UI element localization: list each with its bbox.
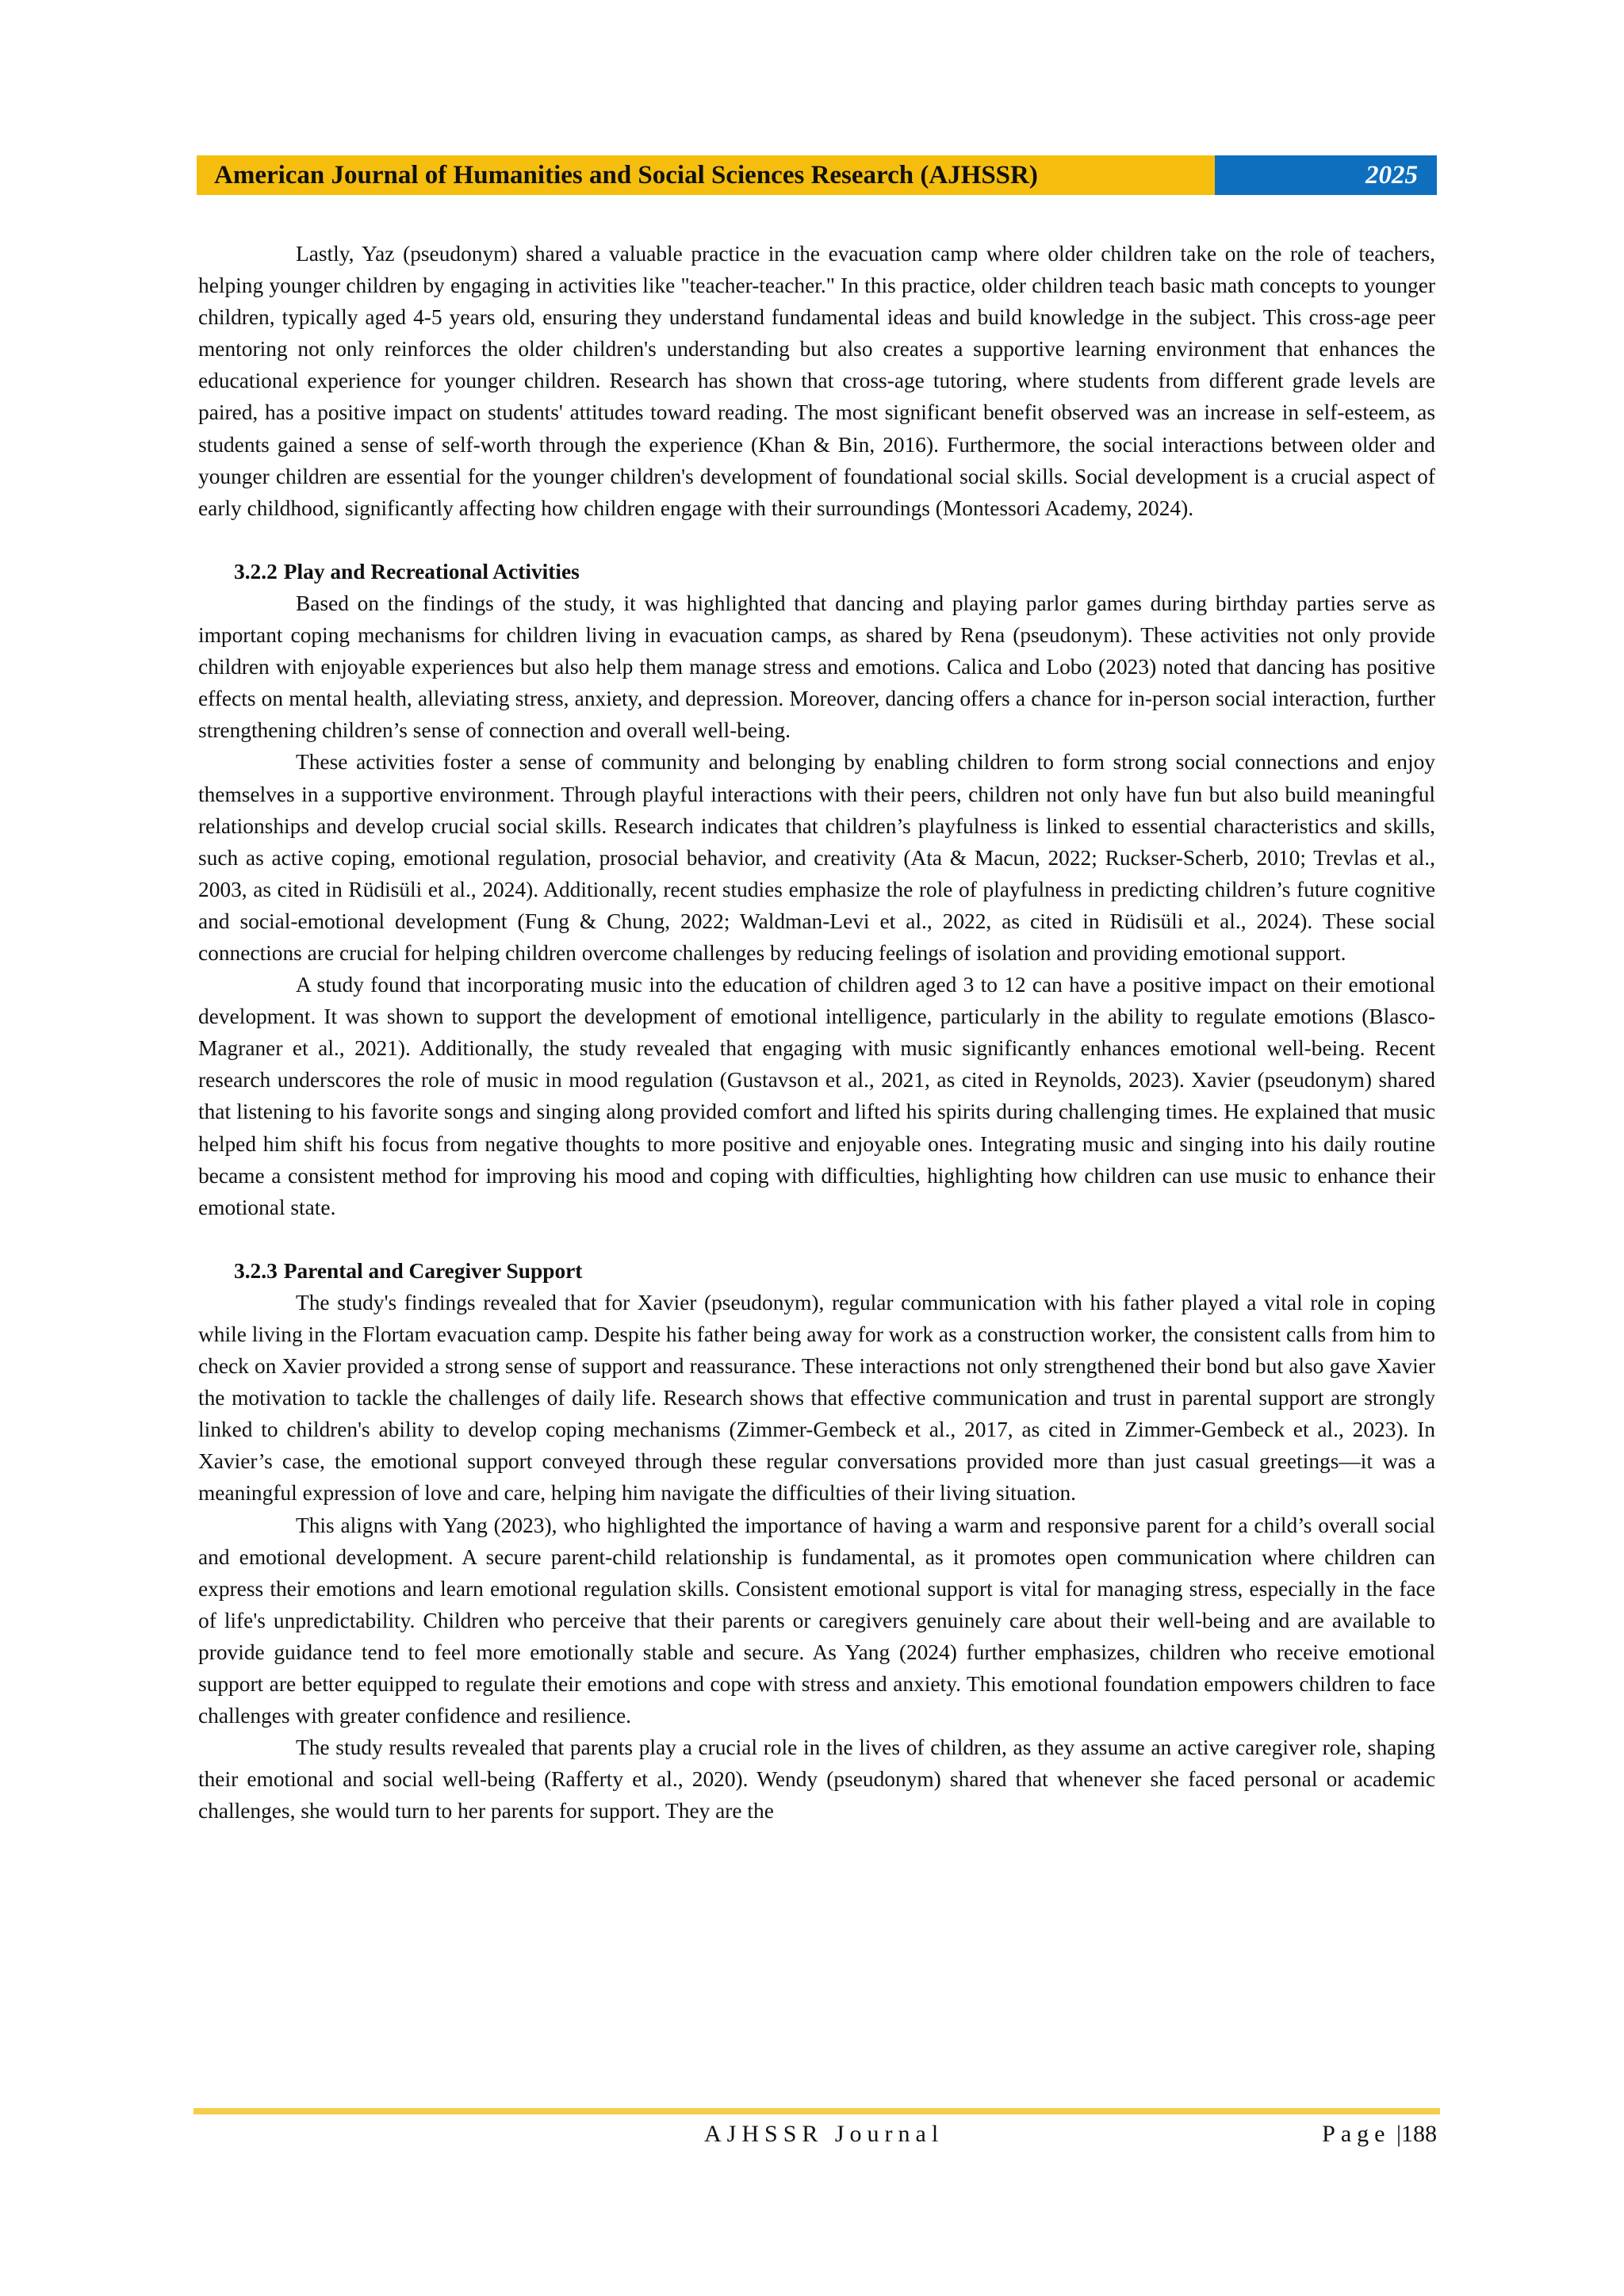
section-gap bbox=[198, 1223, 1435, 1255]
section-heading-3-2-3 bbox=[198, 1255, 1435, 1287]
page-number: 188 bbox=[1401, 2121, 1437, 2147]
section-number: 3.2.2 bbox=[234, 559, 278, 584]
section-title: Play and Recreational Activities bbox=[283, 559, 580, 584]
section-number: 3.2.3 bbox=[234, 1258, 278, 1283]
paragraph: The study results revealed that parents play a crucial role in the lives of children, as they assume an active caregiver role, shaping their emotional and social well-being (Rafferty et al., 2020). Wendy (pseudonym) shared that whenever she faced personal or academic challenges, she would turn to her parents for support. They are the bbox=[198, 1735, 1435, 1823]
paragraph: Based on the findings of the study, it was highlighted that dancing and playing parlor games during birthday parties serve as important coping mechanisms for children living in evacuation camps, as shared by Rena (pseudonym). These activities not only provide children with enjoyable experiences but also help them manage stress and emotions. Calica and Lobo (2023) noted that dancing has positive effects on mental health, alleviating stress, anxiety, and depression. Moreover, dancing offers a chance for in-person social interaction, further strengthening children’s sense of connection and overall well-being. bbox=[198, 591, 1435, 743]
paragraph: Lastly, Yaz (pseudonym) shared a valuable practice in the evacuation camp where older children take on the role of teachers, helping younger children by engaging in activities like "teacher-teacher." In this practice, older children teach basic math concepts to younger children, typically aged 4-5 years old, ensuring they understand fundamental ideas and build knowledge in the subject. This cross-age peer mentoring not only reinforces the older children's understanding but also creates a supportive learning environment that enhances the educational experience for younger children. Research has shown that cross-age tutoring, where students from different grade levels are paired, has a positive impact on students' attitudes toward reading. The most significant benefit observed was an increase in self-esteem, as students gained a sense of self-worth through the experience (Khan & Bin, 2016). Furthermore, the social interactions between older and younger children are essential for the younger children's development of foundational social skills. Social development is a crucial aspect of early childhood, significantly affecting how children engage with their surroundings (Montessori Academy, 2024). bbox=[198, 242, 1435, 520]
page-separator: | bbox=[1396, 2121, 1401, 2147]
footer-page-number bbox=[1322, 2118, 1437, 2150]
paragraph: The study's findings revealed that for Xavier (pseudonym), regular communication with his father played a vital role in coping while living in the Flortam evacuation camp. Despite his father being away for work as a construction worker, the consistent calls from him to check on Xavier provided a strong sense of support and reassurance. These interactions not only strengthened their bond but also gave Xavier the motivation to tackle the challenges of daily life. Research shows that effective communication and trust in parental support are strongly linked to children's ability to develop coping mechanisms (Zimmer-Gembeck et al., 2017, as cited in Zimmer-Gembeck et al., 2023). In Xavier’s case, the emotional support conveyed through these regular conversations provided more than just casual greetings—it was a meaningful expression of love and care, helping him navigate the difficulties of their living situation. bbox=[198, 1290, 1435, 1506]
paragraph: These activities foster a sense of community and belonging by enabling children to form strong social connections and enjoy themselves in a supportive environment. Through playful interactions with their peers, children not only have fun but also build meaningful relationships and develop crucial social skills. Research indicates that children’s playfulness is linked to essential characteristics and skills, such as active coping, emotional regulation, prosocial behavior, and creativity (Ata & Macun, 2022; Ruckser-Scherb, 2010; Trevlas et al., 2003, as cited in Rüdisüli et al., 2024). Additionally, recent studies emphasize the role of playfulness in predicting children’s future cognitive and social-emotional development (Fung & Chung, 2022; Waldman-Levi et al., 2022, as cited in Rüdisüli et al., 2024). These social connections are crucial for helping children overcome challenges by reducing feelings of isolation and providing emotional support. bbox=[198, 750, 1435, 965]
paragraph: This aligns with Yang (2023), who highlighted the importance of having a warm and responsive parent for a child’s overall social and emotional development. A secure parent-child relationship is fundamental, as it promotes open communication where children can express their emotions and learn emotional regulation skills. Consistent emotional support is vital for managing stress, especially in the face of life's unpredictability. Children who perceive that their parents or caregivers genuinely care about their well-being and are available to provide guidance tend to feel more emotionally stable and secure. As Yang (2024) further emphasizes, children who receive emotional support are better equipped to regulate their emotions and cope with stress and anxiety. This emotional foundation empowers children to face challenges with greater confidence and resilience. bbox=[198, 1513, 1435, 1728]
section-heading-3-2-2 bbox=[198, 556, 1435, 587]
paragraph: A study found that incorporating music into the education of children aged 3 to 12 can have a positive impact on their emotional development. It was shown to support the development of emotional intelligence, particularly in the ability to regulate emotions (Blasco-Magraner et al., 2021). Additionally, the study revealed that engaging with music significantly enhances emotional well-being. Recent research underscores the role of music in mood regulation (Gustavson et al., 2021, as cited in Reynolds, 2023). Xavier (pseudonym) shared that listening to his favorite songs and singing along provided comfort and lifted his spirits during challenging times. He explained that music helped him shift his focus from negative thoughts to more positive and enjoyable ones. Integrating music and singing into his daily routine became a consistent method for improving his mood and coping with difficulties, highlighting how children can use music to enhance their emotional state. bbox=[198, 973, 1435, 1219]
section-gap bbox=[198, 524, 1435, 556]
article-body bbox=[198, 238, 1435, 1827]
footer-divider bbox=[193, 2108, 1440, 2114]
journal-title: American Journal of Humanities and Social Sciences Research (AJHSSR) bbox=[197, 155, 1215, 195]
footer-journal-name: AJHSSR Journal bbox=[704, 2121, 944, 2147]
journal-year: 2025 bbox=[1215, 155, 1437, 195]
page-label: Page bbox=[1322, 2121, 1391, 2147]
section-title: Parental and Caregiver Support bbox=[283, 1258, 583, 1283]
journal-header bbox=[197, 155, 1437, 195]
